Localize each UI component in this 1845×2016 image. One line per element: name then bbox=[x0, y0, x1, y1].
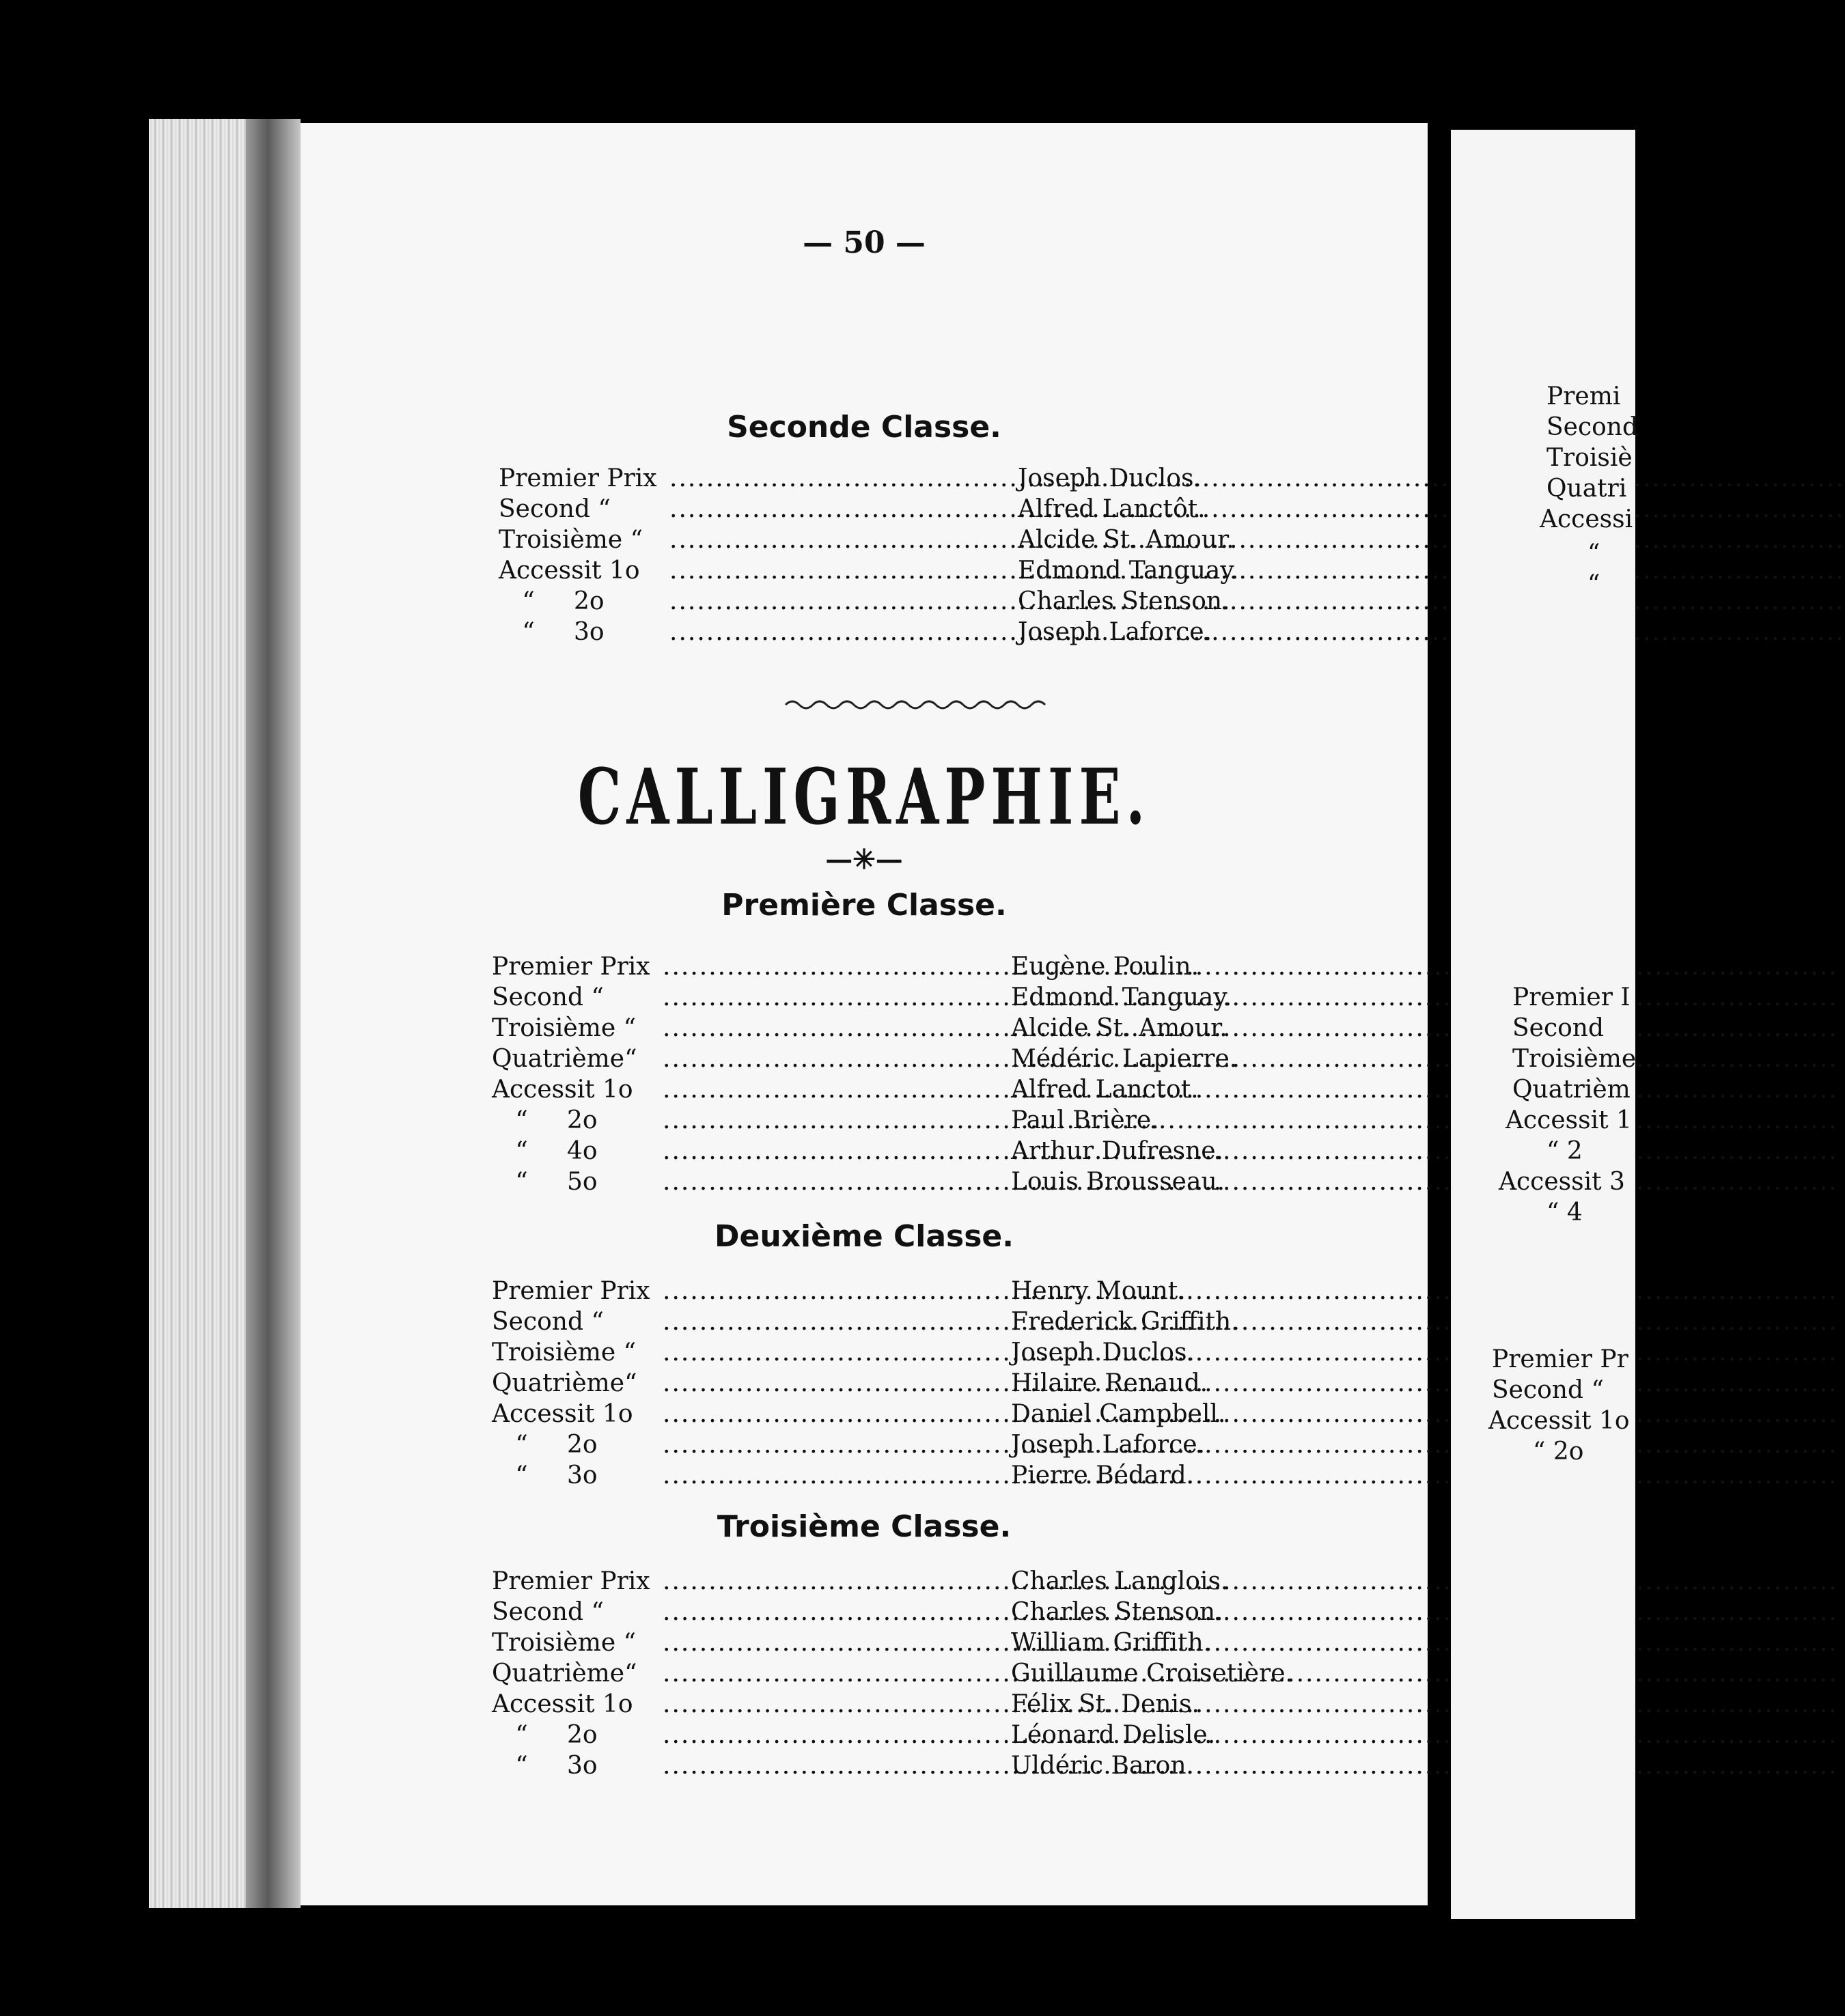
prize-list-troisieme-classe bbox=[492, 1567, 1312, 1782]
winner-name: Médéric Lapierre. bbox=[1011, 1045, 1238, 1073]
rank-label: Troisième “ bbox=[499, 526, 643, 554]
dot-leader bbox=[663, 1308, 1011, 1336]
winner-name: Joseph Duclos. bbox=[1011, 1339, 1195, 1367]
adjacent-text: Premier Pr bbox=[1492, 1345, 1628, 1373]
rank-label: “ 2o bbox=[492, 1721, 598, 1749]
dot-leader bbox=[663, 1690, 1011, 1718]
winner-name: Edmond Tanguay. bbox=[1011, 983, 1232, 1011]
adjacent-text: Premier I bbox=[1512, 983, 1631, 1011]
rank-label: Accessit 1o bbox=[492, 1400, 633, 1428]
main-page bbox=[301, 123, 1428, 1905]
prize-row bbox=[499, 495, 1318, 526]
dot-leader bbox=[669, 618, 1018, 646]
rank-label: “ 3o bbox=[499, 618, 605, 646]
prize-row bbox=[492, 953, 1312, 983]
dot-leader bbox=[663, 1168, 1011, 1196]
dot-leader bbox=[663, 983, 1011, 1011]
dot-leader bbox=[669, 464, 1018, 492]
winner-name: Pierre Bédard. bbox=[1011, 1461, 1195, 1489]
rank-label: Accessit 1o bbox=[499, 557, 640, 585]
prize-row bbox=[499, 526, 1318, 557]
prize-row bbox=[492, 1431, 1312, 1461]
rank-label: Second “ bbox=[499, 495, 611, 523]
dot-leader bbox=[663, 1567, 1011, 1595]
prize-row bbox=[492, 1339, 1312, 1369]
dot-leader bbox=[663, 1431, 1011, 1459]
rank-label: Troisième “ bbox=[492, 1014, 636, 1042]
dot-leader bbox=[669, 587, 1018, 615]
dot-leader bbox=[663, 1629, 1011, 1657]
prize-row bbox=[492, 983, 1312, 1014]
adjacent-text: Second bbox=[1512, 1014, 1605, 1042]
prize-row bbox=[492, 1660, 1312, 1690]
winner-name: Daniel Campbell. bbox=[1011, 1400, 1226, 1428]
adjacent-text: Troisiè bbox=[1546, 444, 1633, 472]
rank-label: Troisième “ bbox=[492, 1629, 636, 1657]
dot-leader bbox=[663, 1045, 1011, 1073]
dot-leader bbox=[663, 953, 1011, 981]
rank-label: “ 4o bbox=[492, 1137, 598, 1165]
dot-leader bbox=[663, 1598, 1011, 1626]
dot-leader bbox=[663, 1277, 1011, 1305]
adjacent-text: Quatrièm bbox=[1512, 1076, 1631, 1104]
prize-row bbox=[492, 1076, 1312, 1106]
winner-name: Uldéric Baron. bbox=[1011, 1752, 1194, 1780]
winner-name: Eugène Poulin. bbox=[1011, 953, 1199, 981]
prize-row bbox=[492, 1045, 1312, 1076]
star-ornament: —✳— bbox=[825, 843, 903, 876]
section-title-troisieme-classe: Troisième Classe. bbox=[717, 1509, 1012, 1544]
dot-leader bbox=[663, 1752, 1011, 1780]
prize-row bbox=[499, 557, 1318, 587]
rank-label: Quatrième“ bbox=[492, 1660, 637, 1688]
adjacent-text: “ bbox=[1587, 570, 1600, 598]
rank-label: Accessit 1o bbox=[492, 1076, 633, 1104]
adjacent-text: Second “ bbox=[1492, 1376, 1604, 1404]
prize-row bbox=[492, 1690, 1312, 1721]
rank-label: Quatrième“ bbox=[492, 1045, 637, 1073]
winner-name: Joseph Laforce. bbox=[1018, 618, 1212, 646]
winner-name: Alcide St. Amour. bbox=[1018, 526, 1234, 554]
dot-leader bbox=[663, 1076, 1011, 1104]
winner-name: Félix St. Denis. bbox=[1011, 1690, 1199, 1718]
winner-name: Arthur Dufresne. bbox=[1011, 1137, 1223, 1165]
adjacent-text: Accessit 3 bbox=[1499, 1168, 1625, 1196]
prize-row bbox=[492, 1752, 1312, 1782]
prize-row bbox=[492, 1106, 1312, 1137]
rank-label: Troisième “ bbox=[492, 1339, 636, 1367]
winner-name: Hilaire Renaud. bbox=[1011, 1369, 1208, 1397]
rank-label: Accessit 1o bbox=[492, 1690, 633, 1718]
dot-leader bbox=[663, 1137, 1011, 1165]
rank-label: Premier Prix bbox=[492, 1277, 650, 1305]
section-title-deuxieme-classe: Deuxième Classe. bbox=[714, 1219, 1014, 1254]
prize-list-seconde-classe bbox=[499, 464, 1318, 649]
winner-name: Joseph Duclos. bbox=[1018, 464, 1202, 492]
dot-leader bbox=[663, 1014, 1011, 1042]
prize-row bbox=[492, 1277, 1312, 1308]
winner-name: Alfred Lanctot. bbox=[1011, 1076, 1199, 1104]
rank-label: “ 2o bbox=[492, 1431, 598, 1459]
rank-label: Premier Prix bbox=[499, 464, 657, 492]
rank-label: Quatrième“ bbox=[492, 1369, 637, 1397]
rank-label: Second “ bbox=[492, 1308, 604, 1336]
page-number: — 50 — bbox=[803, 225, 926, 260]
prize-row bbox=[492, 1629, 1312, 1660]
prize-row bbox=[492, 1567, 1312, 1598]
rank-label: Second “ bbox=[492, 1598, 604, 1626]
calligraphie-heading: CALLIGRAPHIE. bbox=[577, 752, 1151, 842]
winner-name: Alcide St. Amour. bbox=[1011, 1014, 1227, 1042]
dot-leader bbox=[663, 1106, 1011, 1134]
dot-leader bbox=[663, 1721, 1011, 1749]
dot-leader bbox=[663, 1660, 1011, 1688]
winner-name: Joseph Laforce. bbox=[1011, 1431, 1206, 1459]
winner-name: Charles Stenson. bbox=[1011, 1598, 1223, 1626]
prize-row bbox=[492, 1400, 1312, 1431]
adjacent-text: Troisième bbox=[1512, 1045, 1637, 1073]
rank-label: Premier Prix bbox=[492, 1567, 650, 1595]
rank-label: “ 5o bbox=[492, 1168, 598, 1196]
winner-name: Alfred Lanctôt. bbox=[1018, 495, 1206, 523]
winner-name: Charles Langlois. bbox=[1011, 1567, 1229, 1595]
dot-leader bbox=[663, 1369, 1011, 1397]
adjacent-text: “ 4 bbox=[1546, 1199, 1583, 1227]
prize-row bbox=[492, 1137, 1312, 1168]
rank-label: Premier Prix bbox=[492, 953, 650, 981]
prize-row bbox=[492, 1014, 1312, 1045]
winner-name: William Griffith. bbox=[1011, 1629, 1212, 1657]
dot-leader bbox=[663, 1339, 1011, 1367]
prize-row bbox=[492, 1461, 1312, 1492]
rank-label: “ 3o bbox=[492, 1461, 598, 1489]
adjacent-text: Second bbox=[1546, 413, 1639, 441]
adjacent-page bbox=[1451, 130, 1639, 1919]
adjacent-text: Accessit 1o bbox=[1488, 1407, 1630, 1435]
prize-row bbox=[492, 1369, 1312, 1400]
section-title-seconde-classe: Seconde Classe. bbox=[727, 410, 1001, 445]
rank-label: “ 3o bbox=[492, 1752, 598, 1780]
section-title-premiere-classe: Première Classe. bbox=[721, 888, 1007, 923]
book-gutter bbox=[246, 119, 301, 1908]
adjacent-text: “ 2o bbox=[1533, 1438, 1584, 1466]
adjacent-text: “ 2 bbox=[1546, 1137, 1583, 1165]
adjacent-text: Quatri bbox=[1546, 475, 1627, 503]
prize-list-deuxieme-classe bbox=[492, 1277, 1312, 1492]
prize-row bbox=[499, 464, 1318, 495]
prize-list-premiere-classe bbox=[492, 953, 1312, 1199]
winner-name: Edmond Tanguay. bbox=[1018, 557, 1239, 585]
prize-row bbox=[499, 587, 1318, 618]
rank-label: “ 2o bbox=[492, 1106, 598, 1134]
dot-leader bbox=[663, 1400, 1011, 1428]
winner-name: Frederick Griffith. bbox=[1011, 1308, 1239, 1336]
adjacent-text: Accessi bbox=[1540, 505, 1633, 533]
prize-row bbox=[492, 1308, 1312, 1339]
prize-row bbox=[499, 618, 1318, 649]
adjacent-text: Accessit 1 bbox=[1506, 1106, 1632, 1134]
rank-label: Second “ bbox=[492, 983, 604, 1011]
adjacent-text: Premi bbox=[1546, 382, 1621, 410]
prize-row bbox=[492, 1721, 1312, 1752]
adjacent-text: “ bbox=[1587, 540, 1600, 568]
winner-name: Henry Mount. bbox=[1011, 1277, 1186, 1305]
winner-name: Charles Stenson. bbox=[1018, 587, 1230, 615]
winner-name: Léonard Delisle. bbox=[1011, 1721, 1216, 1749]
prize-row bbox=[492, 1598, 1312, 1629]
winner-name: Guillaume Croisetière. bbox=[1011, 1660, 1293, 1688]
dot-leader bbox=[663, 1461, 1011, 1489]
dot-leader bbox=[669, 495, 1018, 523]
wavy-divider bbox=[786, 697, 1045, 713]
winner-name: Louis Brousseau. bbox=[1011, 1168, 1225, 1196]
prize-row bbox=[492, 1168, 1312, 1199]
rank-label: “ 2o bbox=[499, 587, 605, 615]
dot-leader bbox=[669, 557, 1018, 585]
winner-name: Paul Brière. bbox=[1011, 1106, 1159, 1134]
dot-leader bbox=[669, 526, 1018, 554]
